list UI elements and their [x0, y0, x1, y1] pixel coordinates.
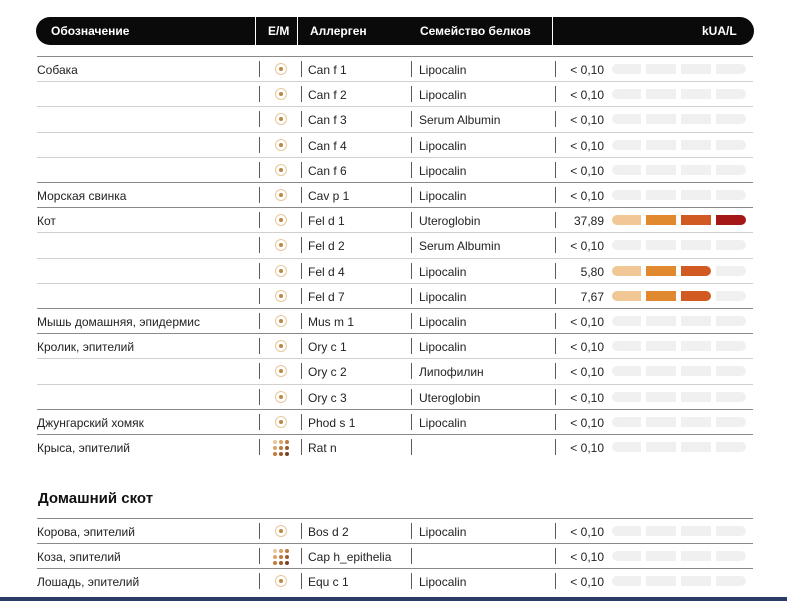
- level-bar: [612, 114, 748, 124]
- level-segment: [646, 64, 676, 74]
- result-value: < 0,10: [570, 88, 604, 103]
- level-segment: [681, 291, 711, 301]
- table-row: [37, 308, 753, 334]
- level-segment: [681, 165, 711, 175]
- protein-family: Lipocalin: [419, 264, 467, 279]
- table-row: [37, 157, 753, 183]
- level-segment: [646, 576, 676, 586]
- column-divider: [555, 338, 556, 354]
- column-divider: [411, 338, 412, 354]
- protein-family: Lipocalin: [419, 163, 467, 178]
- level-bar: [612, 442, 748, 452]
- level-segment: [612, 140, 641, 150]
- column-divider: [411, 86, 412, 102]
- single-component-icon: [275, 88, 287, 100]
- level-segment: [612, 114, 641, 124]
- level-segment: [612, 64, 641, 74]
- column-divider: [411, 162, 412, 178]
- allergen-code: Can f 6: [308, 163, 347, 178]
- table-row: [37, 132, 753, 158]
- result-value: 5,80: [580, 264, 604, 279]
- single-component-icon: [275, 265, 287, 277]
- table-row: [37, 409, 753, 435]
- level-segment: [681, 526, 711, 536]
- column-divider: [259, 288, 260, 304]
- allergen-source: Лошадь, эпителий: [37, 575, 140, 590]
- column-divider: [555, 162, 556, 178]
- column-divider: [411, 573, 412, 589]
- table-row: [37, 333, 753, 359]
- level-bar: [612, 165, 748, 175]
- level-segment: [681, 140, 711, 150]
- column-divider: [259, 61, 260, 77]
- column-divider: [411, 237, 412, 253]
- column-divider: [555, 111, 556, 127]
- allergen-source: Морская свинка: [37, 189, 127, 203]
- header-designation: Обозначение: [51, 24, 130, 38]
- column-divider: [301, 111, 302, 127]
- column-divider: [301, 363, 302, 379]
- column-divider: [259, 162, 260, 178]
- column-divider: [301, 414, 302, 430]
- column-divider: [301, 439, 302, 455]
- column-divider: [301, 263, 302, 279]
- result-value: < 0,10: [570, 390, 604, 405]
- column-divider: [411, 212, 412, 228]
- result-value: 37,89: [573, 214, 604, 229]
- level-segment: [612, 190, 641, 200]
- level-segment: [646, 266, 676, 276]
- column-divider: [411, 389, 412, 405]
- allergen-code: Phod s 1: [308, 415, 356, 430]
- table-row: [37, 283, 753, 309]
- result-value: < 0,10: [570, 315, 604, 329]
- level-segment: [612, 240, 641, 250]
- allergen-code: Can f 4: [308, 138, 347, 153]
- column-divider: [555, 212, 556, 228]
- level-bar: [612, 551, 748, 561]
- allergen-code: Equ c 1: [308, 575, 349, 590]
- level-segment: [716, 417, 746, 427]
- column-divider: [555, 86, 556, 102]
- result-value: < 0,10: [570, 163, 604, 178]
- column-divider: [301, 162, 302, 178]
- protein-family: Lipocalin: [419, 525, 467, 539]
- level-segment: [716, 551, 746, 561]
- table-row: [37, 543, 753, 569]
- level-segment: [681, 114, 711, 124]
- column-divider: [555, 439, 556, 455]
- table-row: [37, 81, 753, 107]
- result-value: < 0,10: [570, 63, 604, 77]
- column-divider: [555, 263, 556, 279]
- table-row: [37, 258, 753, 284]
- column-divider: [301, 288, 302, 304]
- level-segment: [681, 190, 711, 200]
- result-value: < 0,10: [570, 441, 604, 455]
- protein-family: Lipocalin: [419, 63, 467, 77]
- allergen-code: Fel d 7: [308, 289, 345, 304]
- level-segment: [646, 291, 676, 301]
- extract-icon: [273, 549, 285, 561]
- level-segment: [716, 341, 746, 351]
- level-segment: [612, 551, 641, 561]
- column-divider: [411, 137, 412, 153]
- column-divider: [411, 288, 412, 304]
- level-segment: [612, 417, 641, 427]
- column-divider: [555, 389, 556, 405]
- single-component-icon: [275, 290, 287, 302]
- result-value: < 0,10: [570, 189, 604, 203]
- level-segment: [716, 392, 746, 402]
- level-segment: [646, 215, 676, 225]
- protein-family: Serum Albumin: [419, 113, 501, 128]
- level-segment: [646, 551, 676, 561]
- level-segment: [612, 291, 641, 301]
- single-component-icon: [275, 525, 287, 537]
- level-segment: [646, 417, 676, 427]
- column-divider: [555, 313, 556, 329]
- level-bar: [612, 417, 748, 427]
- single-component-icon: [275, 365, 287, 377]
- level-segment: [646, 165, 676, 175]
- level-segment: [681, 551, 711, 561]
- column-divider: [301, 137, 302, 153]
- allergen-code: Rat n: [308, 441, 337, 455]
- level-segment: [681, 316, 711, 326]
- level-segment: [716, 64, 746, 74]
- column-divider: [301, 338, 302, 354]
- column-divider: [555, 61, 556, 77]
- level-segment: [646, 316, 676, 326]
- level-bar: [612, 341, 748, 351]
- allergen-source: Кролик, эпителий: [37, 340, 135, 355]
- column-divider: [259, 523, 260, 539]
- level-segment: [716, 291, 746, 301]
- protein-family: Lipocalin: [419, 138, 467, 153]
- level-segment: [681, 366, 711, 376]
- column-divider: [301, 212, 302, 228]
- level-segment: [646, 240, 676, 250]
- protein-family: Serum Albumin: [419, 239, 501, 254]
- result-value: 7,67: [580, 289, 604, 304]
- allergen-code: Fel d 2: [308, 239, 345, 254]
- level-segment: [716, 526, 746, 536]
- column-divider: [555, 237, 556, 253]
- level-bar: [612, 64, 748, 74]
- table-row: [37, 106, 753, 132]
- level-segment: [681, 64, 711, 74]
- allergen-code: Ory c 1: [308, 340, 347, 355]
- column-divider: [301, 187, 302, 203]
- level-segment: [681, 392, 711, 402]
- allergen-code: Fel d 1: [308, 214, 345, 229]
- allergen-code: Cav p 1: [308, 189, 350, 203]
- column-divider: [411, 313, 412, 329]
- level-segment: [612, 366, 641, 376]
- level-segment: [716, 442, 746, 452]
- allergen-source: Джунгарский хомяк: [37, 415, 144, 430]
- table-row: [37, 207, 753, 233]
- level-segment: [716, 240, 746, 250]
- level-segment: [681, 576, 711, 586]
- level-segment: [646, 341, 676, 351]
- column-divider: [555, 548, 556, 564]
- column-divider: [555, 137, 556, 153]
- result-value: < 0,10: [570, 575, 604, 590]
- column-divider: [259, 137, 260, 153]
- level-segment: [612, 442, 641, 452]
- column-divider: [411, 548, 412, 564]
- level-segment: [681, 442, 711, 452]
- single-component-icon: [275, 139, 287, 151]
- single-component-icon: [275, 214, 287, 226]
- single-component-icon: [275, 113, 287, 125]
- allergen-code: Ory c 2: [308, 365, 347, 380]
- single-component-icon: [275, 416, 287, 428]
- column-divider: [411, 187, 412, 203]
- column-divider: [301, 523, 302, 539]
- column-divider: [301, 573, 302, 589]
- column-divider: [411, 363, 412, 379]
- protein-family: Lipocalin: [419, 575, 467, 590]
- single-component-icon: [275, 239, 287, 251]
- level-bar: [612, 316, 748, 326]
- single-component-icon: [275, 63, 287, 75]
- level-segment: [646, 526, 676, 536]
- allergen-source: Кот: [37, 214, 56, 229]
- table-row: [37, 568, 753, 594]
- column-divider: [259, 338, 260, 354]
- column-divider: [411, 263, 412, 279]
- result-value: < 0,10: [570, 550, 604, 565]
- level-segment: [716, 215, 746, 225]
- level-segment: [612, 89, 641, 99]
- level-segment: [646, 114, 676, 124]
- allergen-code: Can f 3: [308, 113, 347, 128]
- level-bar: [612, 240, 748, 250]
- level-bar: [612, 526, 748, 536]
- level-segment: [716, 576, 746, 586]
- level-segment: [612, 266, 641, 276]
- allergen-source: Коза, эпителий: [37, 550, 121, 565]
- column-divider: [555, 414, 556, 430]
- level-segment: [646, 392, 676, 402]
- level-segment: [612, 526, 641, 536]
- level-segment: [646, 140, 676, 150]
- column-divider: [259, 363, 260, 379]
- result-value: < 0,10: [570, 525, 604, 539]
- protein-family: Липофилин: [419, 365, 484, 380]
- column-divider: [555, 288, 556, 304]
- level-segment: [681, 240, 711, 250]
- column-divider: [555, 573, 556, 589]
- level-segment: [716, 89, 746, 99]
- level-bar: [612, 392, 748, 402]
- table-row: [37, 518, 753, 544]
- level-segment: [681, 215, 711, 225]
- protein-family: Lipocalin: [419, 289, 467, 304]
- table-header: [36, 17, 754, 45]
- protein-family: Lipocalin: [419, 189, 467, 203]
- protein-family: Uteroglobin: [419, 214, 481, 229]
- column-divider: [555, 363, 556, 379]
- level-segment: [716, 316, 746, 326]
- extract-icon: [273, 440, 285, 452]
- column-divider: [411, 111, 412, 127]
- table-row: [37, 182, 753, 208]
- page-footer-rule: [0, 597, 787, 601]
- protein-family: Lipocalin: [419, 88, 467, 103]
- single-component-icon: [275, 189, 287, 201]
- table-row: [37, 358, 753, 384]
- level-segment: [646, 366, 676, 376]
- header-em: E/M: [268, 24, 290, 38]
- allergen-source: Мышь домашняя, эпидермис: [37, 315, 200, 329]
- column-divider: [259, 86, 260, 102]
- single-component-icon: [275, 315, 287, 327]
- column-divider: [301, 313, 302, 329]
- column-divider: [259, 548, 260, 564]
- single-component-icon: [275, 391, 287, 403]
- column-divider: [301, 237, 302, 253]
- column-divider: [301, 86, 302, 102]
- level-segment: [716, 366, 746, 376]
- column-divider: [259, 263, 260, 279]
- level-bar: [612, 266, 748, 276]
- level-bar: [612, 576, 748, 586]
- level-segment: [716, 190, 746, 200]
- column-divider: [555, 187, 556, 203]
- protein-family: Lipocalin: [419, 415, 467, 430]
- header-protein-family: Семейство белков: [420, 24, 531, 38]
- level-segment: [716, 140, 746, 150]
- level-segment: [612, 316, 641, 326]
- level-segment: [716, 114, 746, 124]
- level-segment: [681, 341, 711, 351]
- level-segment: [716, 165, 746, 175]
- allergen-source: Собака: [37, 63, 78, 77]
- result-value: < 0,10: [570, 340, 604, 355]
- column-divider: [259, 414, 260, 430]
- result-value: < 0,10: [570, 138, 604, 153]
- level-segment: [612, 215, 641, 225]
- result-value: < 0,10: [570, 365, 604, 380]
- allergen-code: Can f 1: [308, 63, 347, 77]
- table-row: [37, 56, 753, 82]
- single-component-icon: [275, 164, 287, 176]
- result-value: < 0,10: [570, 415, 604, 430]
- column-divider: [411, 439, 412, 455]
- column-divider: [555, 523, 556, 539]
- table-row: [37, 232, 753, 258]
- level-segment: [646, 190, 676, 200]
- level-segment: [716, 266, 746, 276]
- level-segment: [646, 442, 676, 452]
- protein-family: Uteroglobin: [419, 390, 481, 405]
- single-component-icon: [275, 340, 287, 352]
- allergen-code: Can f 2: [308, 88, 347, 103]
- column-divider: [411, 61, 412, 77]
- result-value: < 0,10: [570, 239, 604, 254]
- column-divider: [301, 389, 302, 405]
- header-divider: [552, 17, 553, 45]
- level-segment: [681, 417, 711, 427]
- level-bar: [612, 190, 748, 200]
- level-segment: [646, 89, 676, 99]
- allergen-source: Корова, эпителий: [37, 525, 135, 539]
- column-divider: [411, 414, 412, 430]
- column-divider: [259, 212, 260, 228]
- header-divider: [297, 17, 298, 45]
- allergen-code: Ory c 3: [308, 390, 347, 405]
- header-allergen: Аллерген: [310, 24, 367, 38]
- column-divider: [259, 389, 260, 405]
- level-bar: [612, 215, 748, 225]
- allergen-code: Mus m 1: [308, 315, 355, 329]
- level-segment: [612, 341, 641, 351]
- column-divider: [301, 61, 302, 77]
- level-segment: [681, 266, 711, 276]
- level-bar: [612, 291, 748, 301]
- level-segment: [681, 89, 711, 99]
- header-divider: [255, 17, 256, 45]
- level-segment: [612, 576, 641, 586]
- column-divider: [259, 573, 260, 589]
- protein-family: Lipocalin: [419, 340, 467, 355]
- table-row: [37, 384, 753, 410]
- level-bar: [612, 140, 748, 150]
- allergen-code: Bos d 2: [308, 525, 349, 539]
- column-divider: [411, 523, 412, 539]
- level-bar: [612, 89, 748, 99]
- level-segment: [612, 392, 641, 402]
- column-divider: [259, 439, 260, 455]
- column-divider: [259, 111, 260, 127]
- column-divider: [301, 548, 302, 564]
- result-value: < 0,10: [570, 113, 604, 128]
- single-component-icon: [275, 575, 287, 587]
- level-segment: [612, 165, 641, 175]
- allergen-source: Крыса, эпителий: [37, 441, 130, 455]
- table-row: [37, 434, 753, 460]
- allergen-code: Fel d 4: [308, 264, 345, 279]
- column-divider: [259, 313, 260, 329]
- column-divider: [259, 237, 260, 253]
- allergen-code: Cap h_epithelia: [308, 550, 392, 565]
- section-title-livestock: Домашний скот: [38, 490, 154, 507]
- column-divider: [259, 187, 260, 203]
- level-bar: [612, 366, 748, 376]
- protein-family: Lipocalin: [419, 315, 467, 329]
- header-unit: kUA/L: [702, 24, 737, 38]
